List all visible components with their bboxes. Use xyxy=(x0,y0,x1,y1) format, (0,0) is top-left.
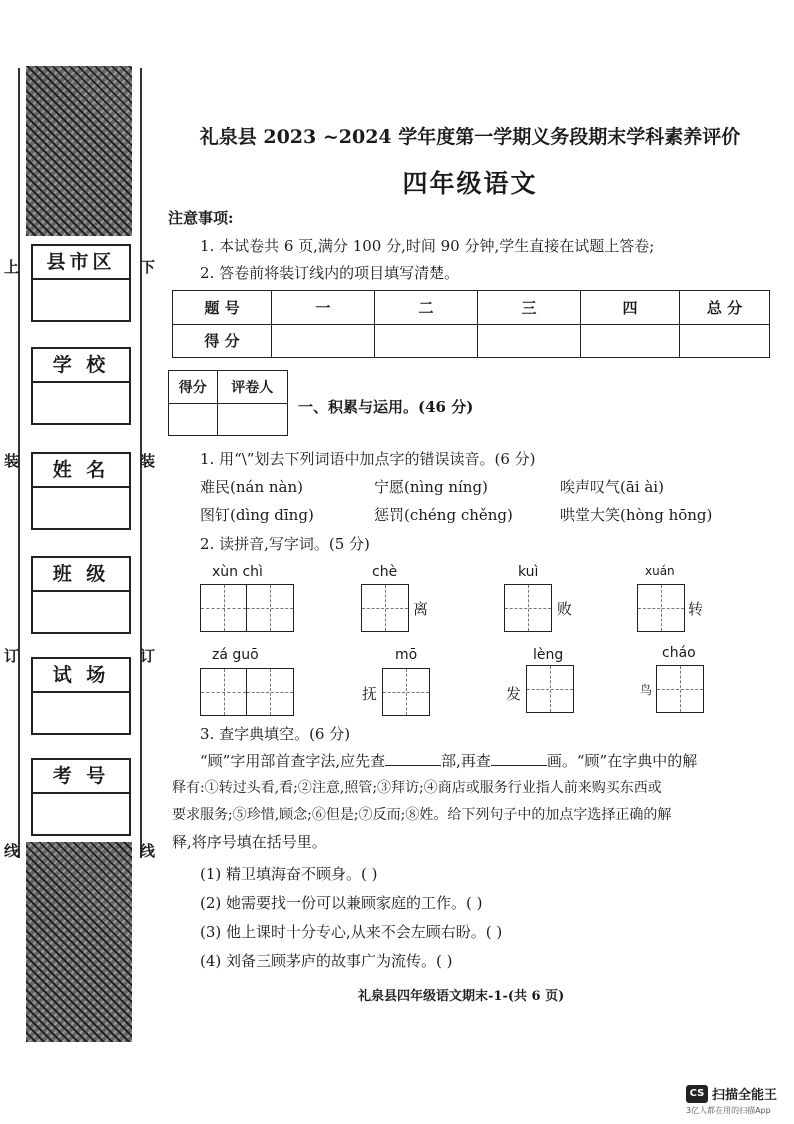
q2-answer-grid-7[interactable] xyxy=(526,665,574,713)
exam-title: 礼泉县 2023 ~2024 学年度第一学期义务段期末学科素养评价 xyxy=(199,126,741,148)
school-label: 学 校 xyxy=(33,349,129,383)
score-cell-1[interactable] xyxy=(272,324,375,358)
class-box[interactable] xyxy=(31,556,131,634)
q2-pinyin-4: xuán xyxy=(645,564,675,578)
side-mark-right-1: 下 xyxy=(140,258,156,276)
q3-sentence-1: (1) 精卫填海奋不顾身。( ) xyxy=(200,865,378,883)
q2-pinyin-8: cháo xyxy=(662,645,696,661)
q3-sentence-3: (3) 他上课时十分专心,从来不会左顾右盼。( ) xyxy=(200,923,503,941)
q2-suffix-2: 离 xyxy=(413,600,429,618)
grader-name-label: 评卷人 xyxy=(217,371,287,404)
exam-room-label: 试 场 xyxy=(33,659,129,693)
q3-sentence-2: (2) 她需要找一份可以兼顾家庭的工作。( ) xyxy=(200,894,483,912)
score-cell-total[interactable] xyxy=(680,324,770,358)
q2-answer-grid-5[interactable] xyxy=(200,668,294,716)
q1-prompt: 1. 用“\”划去下列词语中加点字的错误读音。(6 分) xyxy=(200,450,536,468)
q2-pinyin-7: lèng xyxy=(533,647,564,663)
score-header-4: 四 xyxy=(581,291,680,325)
score-header-label: 题 号 xyxy=(173,291,272,325)
side-mark-right-3: 订 xyxy=(140,647,156,665)
q2-pinyin-6: mō xyxy=(395,647,418,663)
score-header-1: 一 xyxy=(272,291,375,325)
q3-blank-radical[interactable] xyxy=(385,751,441,766)
county-box[interactable] xyxy=(31,244,131,322)
q2-answer-grid-3[interactable] xyxy=(504,584,552,632)
exam-room-box[interactable] xyxy=(31,657,131,735)
binding-pattern-bottom xyxy=(26,842,132,1042)
notice-item-1: 1. 本试卷共 6 页,满分 100 分,时间 90 分钟,学生直接在试题上答卷; xyxy=(200,237,655,255)
grader-name-cell[interactable] xyxy=(217,404,287,436)
section1-title: 一、积累与运用。(46 分) xyxy=(298,398,474,416)
q3-line-1a: “顾”字用部首查字法,应先查 xyxy=(200,752,386,770)
q3-prompt: 3. 查字典填空。(6 分) xyxy=(200,725,351,743)
binding-pattern-top xyxy=(26,66,132,236)
q1-item-2: 宁愿(nìng níng) xyxy=(374,478,488,496)
grader-score-cell[interactable] xyxy=(169,404,218,436)
q3-line-1 xyxy=(172,748,768,775)
q2-answer-grid-4[interactable] xyxy=(637,584,685,632)
score-cell-2[interactable] xyxy=(375,324,478,358)
side-mark-left-1: 上 xyxy=(4,258,20,276)
q3-line-4: 释,将序号填在括号里。 xyxy=(172,833,327,851)
q1-item-4: 图钉(dìng dīng) xyxy=(200,506,314,524)
exam-subtitle: 四年级语文 xyxy=(402,169,538,198)
q2-prefix-7: 发 xyxy=(506,685,522,703)
q2-prompt: 2. 读拼音,写字词。(5 分) xyxy=(200,535,370,553)
scanner-brand: 扫描全能王 xyxy=(712,1088,778,1103)
county-label: 县市区 xyxy=(33,246,129,280)
q2-pinyin-3: kuì xyxy=(518,564,539,580)
q2-prefix-6: 抚 xyxy=(362,685,378,703)
q3-sentence-4: (4) 刘备三顾茅庐的故事广为流传。( ) xyxy=(200,952,453,970)
q1-item-6: 哄堂大笑(hòng hōng) xyxy=(560,506,713,524)
side-mark-right-4: 线 xyxy=(140,842,156,860)
class-label: 班 级 xyxy=(33,558,129,592)
side-mark-left-2: 装 xyxy=(4,452,20,470)
q3-line-1c: 画。“顾”在字典中的解 xyxy=(546,752,698,770)
scanner-logo-icon: CS xyxy=(686,1085,708,1103)
q2-answer-grid-6[interactable] xyxy=(382,668,430,716)
q1-item-1: 难民(nán nàn) xyxy=(200,478,304,496)
q2-prefix-8: 鸟 xyxy=(640,683,653,697)
score-cell-4[interactable] xyxy=(581,324,680,358)
scanner-tagline: 3亿人都在用的扫描App xyxy=(686,1106,771,1115)
q3-line-3: 要求服务;⑤珍惜,顾念;⑥但是;⑦反而;⑧姓。给下列句子中的加点字选择正确的解 xyxy=(172,807,672,823)
q2-suffix-3: 败 xyxy=(557,600,573,618)
q3-line-1b: 部,再查 xyxy=(441,752,491,770)
name-box[interactable] xyxy=(31,452,131,530)
score-row-label: 得 分 xyxy=(173,324,272,358)
q3-blank-strokes[interactable] xyxy=(491,751,547,766)
exam-number-label: 考 号 xyxy=(33,760,129,794)
grader-score-label: 得分 xyxy=(169,371,218,404)
page-footer: 礼泉县四年级语文期末-1-(共 6 页) xyxy=(358,989,565,1004)
q3-line-2: 释有:①转过头看,看;②注意,照管;③拜访;④商店或服务行业指人前来购买东西或 xyxy=(172,780,662,796)
q2-answer-grid-2[interactable] xyxy=(361,584,409,632)
q2-suffix-4: 转 xyxy=(688,600,704,618)
q2-pinyin-2: chè xyxy=(372,564,398,580)
notice-item-2: 2. 答卷前将装订线内的项目填写清楚。 xyxy=(200,264,460,282)
score-table xyxy=(172,290,770,358)
name-label: 姓 名 xyxy=(33,454,129,488)
q1-item-5: 惩罚(chéng chěng) xyxy=(374,506,513,524)
school-box[interactable] xyxy=(31,347,131,425)
exam-number-box[interactable] xyxy=(31,758,131,836)
q1-item-3: 唉声叹气(āi ài) xyxy=(560,478,664,496)
side-mark-left-3: 订 xyxy=(4,647,20,665)
score-header-2: 二 xyxy=(375,291,478,325)
notice-heading: 注意事项: xyxy=(168,209,234,227)
q2-answer-grid-8[interactable] xyxy=(656,665,704,713)
score-header-total: 总 分 xyxy=(680,291,770,325)
score-cell-3[interactable] xyxy=(478,324,581,358)
score-header-3: 三 xyxy=(478,291,581,325)
q2-answer-grid-1[interactable] xyxy=(200,584,294,632)
q2-pinyin-1: xùn chì xyxy=(212,564,263,580)
q3-paragraph xyxy=(172,748,768,856)
grader-table xyxy=(168,370,288,436)
side-mark-left-4: 线 xyxy=(4,842,20,860)
side-mark-right-2: 装 xyxy=(140,452,156,470)
q2-pinyin-5: zá guō xyxy=(212,647,259,663)
